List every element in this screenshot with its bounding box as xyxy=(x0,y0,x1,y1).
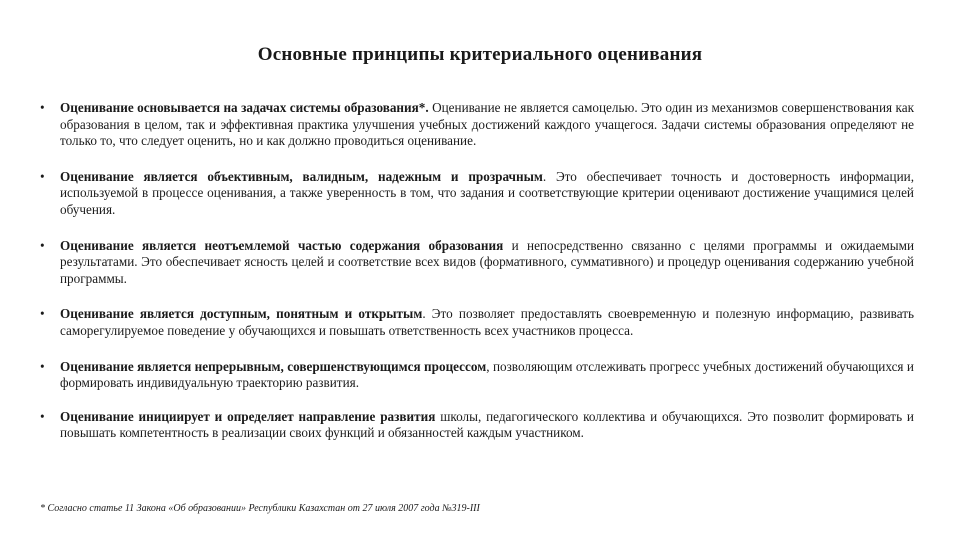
bullet-icon: • xyxy=(40,408,45,424)
slide-title: Основные принципы критериального оценивания xyxy=(257,44,703,65)
bullet-icon: • xyxy=(40,237,45,253)
list-item xyxy=(40,100,914,150)
list-item xyxy=(40,359,914,392)
item-lead: Оценивание является неотъемлемой частью содержания образования xyxy=(60,237,504,253)
item-lead: Оценивание является объективным, валидным, надежным и прозрачным xyxy=(60,168,543,184)
item-lead: Оценивание инициирует и определяет направление развития xyxy=(60,408,436,424)
item-text: и непосредственно связанно с целями программы и ожидаемыми результатами. Это обеспечивает ясность целей и соответствие всех видов (формативного, суммативного) и процедур оценивания содержанию учебной программы. xyxy=(60,237,914,286)
item-lead: Оценивание является непрерывным, совершенствующимся процессом xyxy=(60,358,487,374)
list-item xyxy=(40,409,914,442)
item-text: школы, педагогического коллектива и обучающихся. Это позволит формировать и повышать компетентность в реализации своих функций и обязанностей каждым участником. xyxy=(60,408,914,441)
item-lead: Оценивание основывается на задачах системы образования*. xyxy=(60,100,429,115)
principles-list xyxy=(40,100,914,459)
footnote: * Согласно статье 11 Закона «Об образовании» Республики Казахстан от 27 июля 2007 года №319-III xyxy=(40,503,480,514)
item-text: , позволяющим отслеживать прогресс учебных достижений обучающихся и формировать индивидуальную траекторию развития. xyxy=(60,358,914,391)
bullet-icon: • xyxy=(40,358,45,374)
bullet-icon: • xyxy=(40,168,45,184)
item-lead: Оценивание является доступным, понятным и открытым xyxy=(60,306,423,322)
bullet-icon: • xyxy=(40,306,45,322)
item-text: . Это позволяет предоставлять своевременную и полезную информацию, развивать саморегулируемое поведение у обучающихся и повышать ответственность всех участников процесса. xyxy=(60,306,914,338)
list-item xyxy=(40,169,914,219)
list-item xyxy=(40,306,914,339)
item-text: . Это обеспечивает точность и достоверность информации, используемой в процессе оценивания, а также уверенность в том, что задания и соответствующие критерии оценивают достижение учащимися целей обучения. xyxy=(60,168,914,217)
item-text: Оценивание не является самоцелью. Это один из механизмов совершенствования как образования в целом, так и эффективная практика улучшения учебных достижений каждого учащегося. Задачи системы образования определяют не только то, что следует оценить, но и как должно проводиться оценивание. xyxy=(60,100,915,149)
bullet-icon: • xyxy=(40,100,45,115)
list-item xyxy=(40,238,914,288)
